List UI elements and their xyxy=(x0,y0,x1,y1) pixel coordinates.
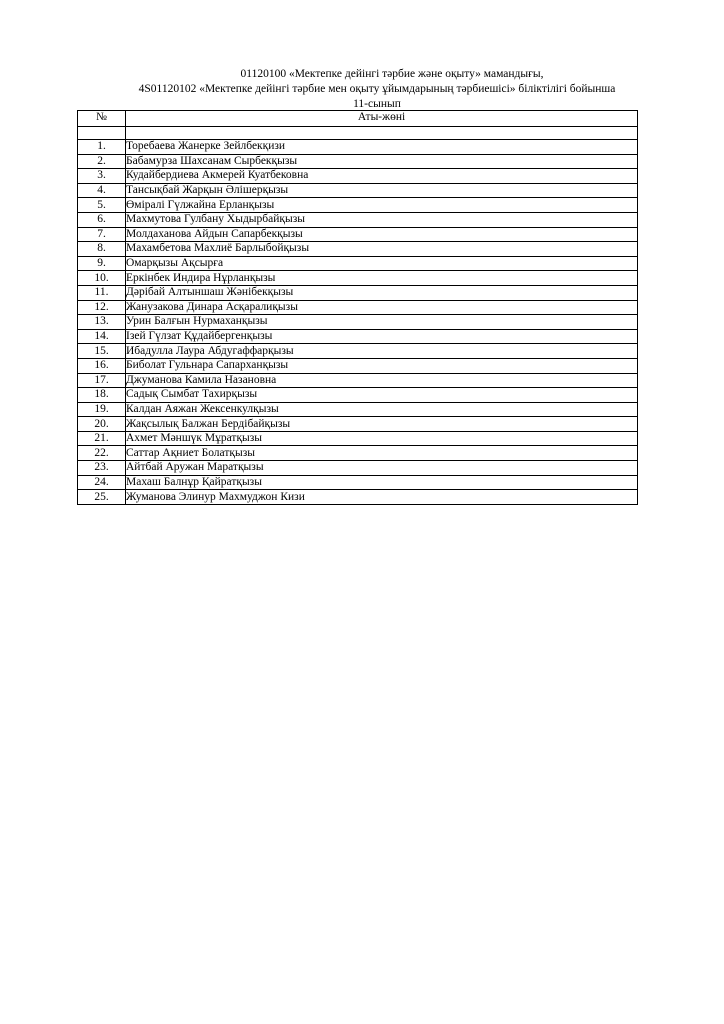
row-number: 16. xyxy=(78,358,126,373)
row-number: 18. xyxy=(78,388,126,403)
row-number: 14. xyxy=(78,329,126,344)
row-number: 3. xyxy=(78,169,126,184)
student-name: Махаш Балнұр Қайратқызы xyxy=(126,475,638,490)
row-number: 9. xyxy=(78,256,126,271)
table-row xyxy=(78,227,638,242)
table-row xyxy=(78,417,638,432)
student-name: Калдан Аяжан Жексенкулқызы xyxy=(126,402,638,417)
student-name: Ибадулла Лаура Абдугаффарқызы xyxy=(126,344,638,359)
row-number: 17. xyxy=(78,373,126,388)
row-number: 10. xyxy=(78,271,126,286)
table-row xyxy=(78,358,638,373)
table-row xyxy=(78,373,638,388)
student-name: Махмутова Гулбану Хыдырбайқызы xyxy=(126,212,638,227)
table-row xyxy=(78,169,638,184)
row-number: 20. xyxy=(78,417,126,432)
table-row xyxy=(78,198,638,213)
student-name: Махамбетова Махлиё Барлыбойқызы xyxy=(126,242,638,257)
table-row xyxy=(78,475,638,490)
table-row xyxy=(78,461,638,476)
row-number: 13. xyxy=(78,315,126,330)
student-name: Еркінбек Индира Нұрланқызы xyxy=(126,271,638,286)
student-name: Жанузакова Динара Асқаралиқызы xyxy=(126,300,638,315)
row-number: 7. xyxy=(78,227,126,242)
student-name: Жуманова Элинур Махмуджон Кизи xyxy=(126,490,638,505)
column-header-number: № xyxy=(78,111,126,127)
row-number: 8. xyxy=(78,242,126,257)
student-name: Тансықбай Жарқын Әлішерқызы xyxy=(126,183,638,198)
table-row xyxy=(78,344,638,359)
student-name: Омарқызы Ақсырға xyxy=(126,256,638,271)
table-spacer-row xyxy=(78,127,638,140)
table-row xyxy=(78,490,638,505)
row-number: 21. xyxy=(78,431,126,446)
student-table xyxy=(77,110,638,505)
student-name: Урин Балғын Нурмаханқызы xyxy=(126,315,638,330)
table-row xyxy=(78,212,638,227)
row-number: 24. xyxy=(78,475,126,490)
table-row xyxy=(78,446,638,461)
student-name: Кудайбердиева Акмерей Куатбековна xyxy=(126,169,638,184)
table-row xyxy=(78,183,638,198)
table-row xyxy=(78,242,638,257)
specialty-line: 01120100 «Мектепке дейінгі тәрбие және оқыту» мамандығы, xyxy=(240,68,544,80)
student-name: Айтбай Аружан Маратқызы xyxy=(126,461,638,476)
table-row xyxy=(78,431,638,446)
row-number: 12. xyxy=(78,300,126,315)
student-name: Биболат Гульнара Сапарханқызы xyxy=(126,358,638,373)
table-row xyxy=(78,315,638,330)
table-row xyxy=(78,388,638,403)
student-name: Ахмет Мәншүк Мұратқызы xyxy=(126,431,638,446)
student-name: Садық Сымбат Тахирқызы xyxy=(126,388,638,403)
row-number: 6. xyxy=(78,212,126,227)
table-row xyxy=(78,154,638,169)
table-header-row xyxy=(78,111,638,127)
student-name: Бабамурза Шахсанам Сырбекқызы xyxy=(126,154,638,169)
row-number: 1. xyxy=(78,140,126,155)
document-header xyxy=(0,67,724,112)
grade-line: 11-сынып xyxy=(353,98,401,110)
qualification-line: 4S01120102 «Мектепке дейінгі тәрбие мен оқыту ұйымдарының тәрбиешісі» біліктілігі бойынша xyxy=(138,83,616,95)
column-header-name: Аты-жөні xyxy=(126,111,638,127)
table-row xyxy=(78,271,638,286)
row-number: 2. xyxy=(78,154,126,169)
table-row xyxy=(78,402,638,417)
row-number: 4. xyxy=(78,183,126,198)
row-number: 22. xyxy=(78,446,126,461)
row-number: 25. xyxy=(78,490,126,505)
row-number: 19. xyxy=(78,402,126,417)
row-number: 11. xyxy=(78,285,126,300)
student-name: Өміралі Гүлжайна Ерланқызы xyxy=(126,198,638,213)
row-number: 5. xyxy=(78,198,126,213)
table-row xyxy=(78,140,638,155)
row-number: 15. xyxy=(78,344,126,359)
student-name: Саттар Ақниет Болатқызы xyxy=(126,446,638,461)
table-row xyxy=(78,285,638,300)
student-name: Торебаева Жанерке Зейлбекқизи xyxy=(126,140,638,155)
table-row xyxy=(78,300,638,315)
student-name: Ізей Гүлзат Құдайбергенқызы xyxy=(126,329,638,344)
table-row xyxy=(78,256,638,271)
student-name: Жақсылық Балжан Бердібайқызы xyxy=(126,417,638,432)
student-name: Дәрібай Алтыншаш Жәнібекқызы xyxy=(126,285,638,300)
student-name: Молдаханова Айдын Сапарбекқызы xyxy=(126,227,638,242)
table-row xyxy=(78,329,638,344)
row-number: 23. xyxy=(78,461,126,476)
student-name: Джуманова Камила Назановна xyxy=(126,373,638,388)
